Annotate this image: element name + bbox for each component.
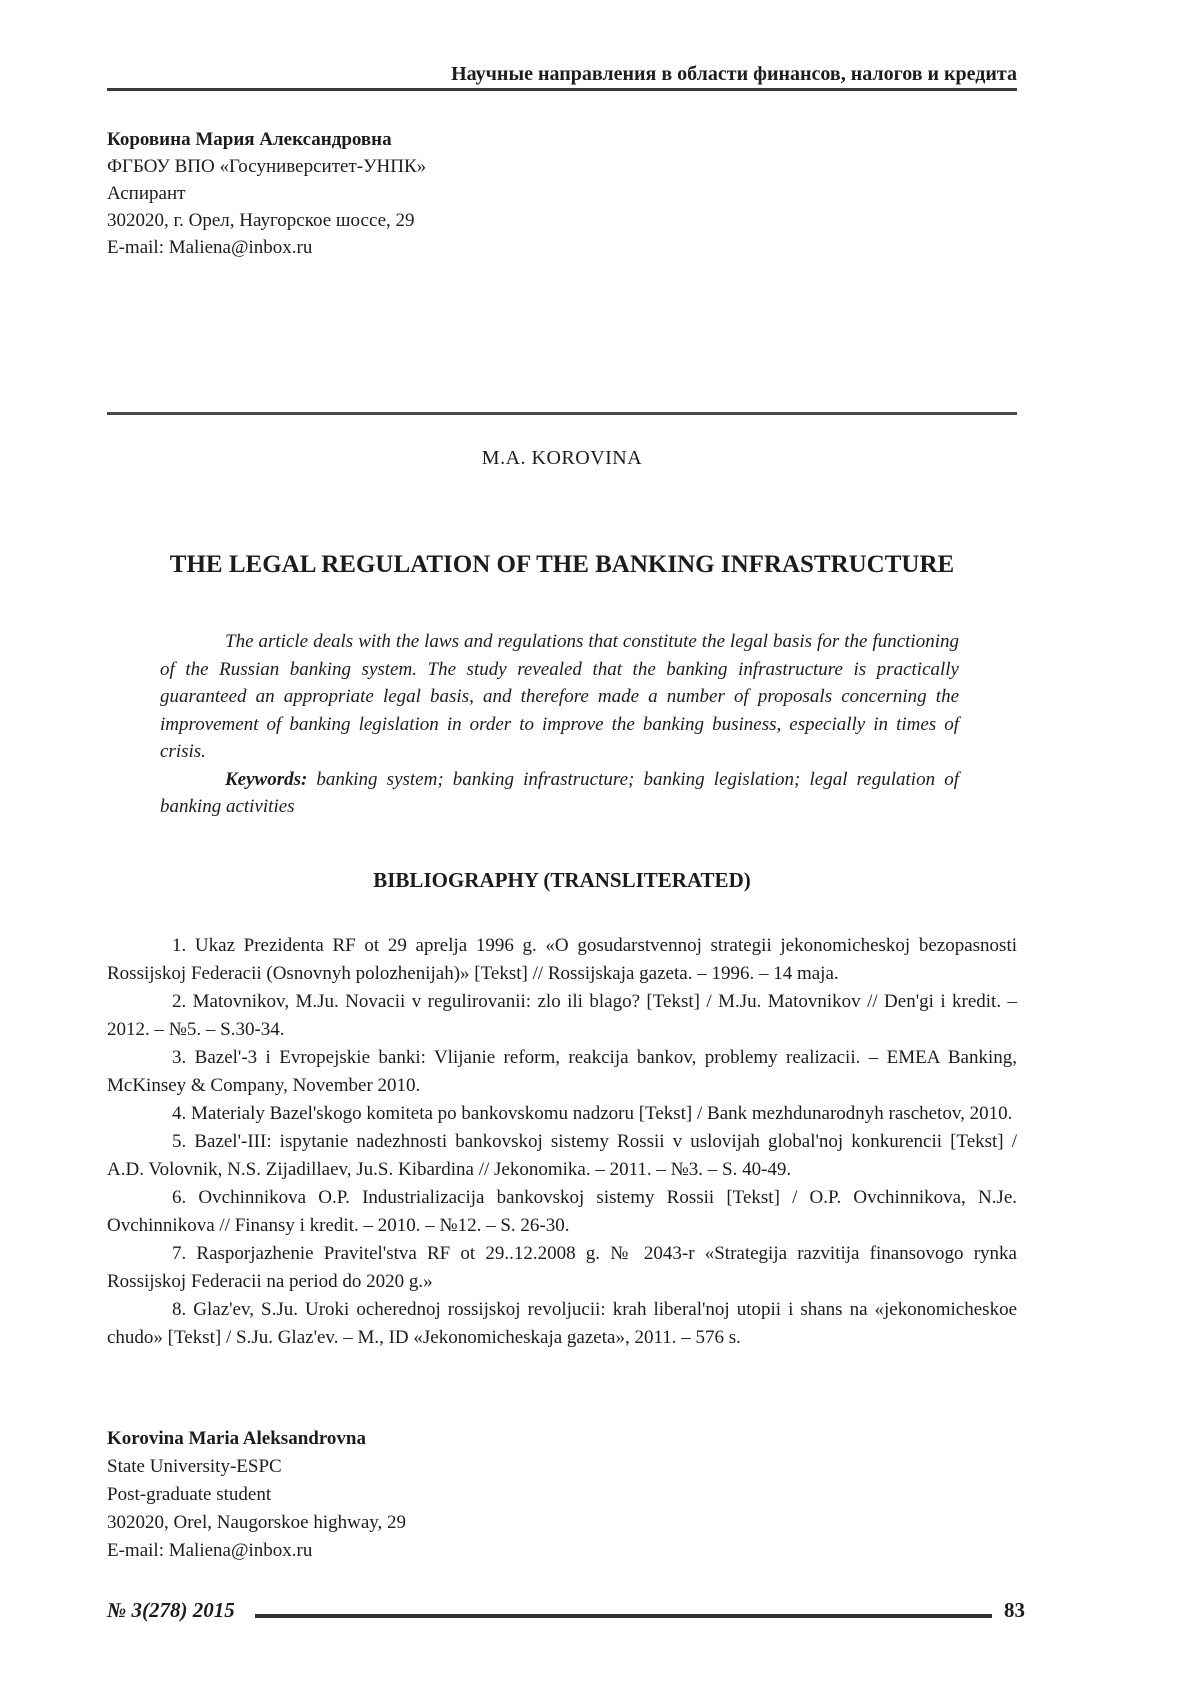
author-en-position: Post-graduate student: [107, 1483, 272, 1505]
bibliography-item-2: 2. Matovnikov, M.Ju. Novacii v regulirovanii: zlo ili blago? [Tekst] / M.Ju. Matovnikov // Den'gi i kredit. – 2012. – №5. – S.30-34.: [107, 990, 1017, 1040]
bibliography-item-1: 1. Ukaz Prezidenta RF ot 29 aprelja 1996 g. «O gosudarstvennoj strategii jekonomicheskoj bezopasnosti Rossijskoj Federacii (Osnovnyh polozhenijah)» [Tekst] // Rossijskaja gazeta. – 1996. – 14 maja.: [107, 934, 1017, 984]
author-ru-affiliation: ФГБОУ ВПО «Госуниверситет-УНПК»: [107, 156, 427, 177]
author-ru-position: Аспирант: [107, 183, 186, 204]
keywords-label: Keywords:: [225, 768, 308, 790]
bibliography-item-7: 7. Rasporjazhenie Pravitel'stva RF ot 29..12.2008 g. № 2043-r «Strategija razvitija finansovogo rynka Rossijskoj Federacii na period do 2020 g.»: [107, 1242, 1017, 1292]
author-en-name: Korovina Maria Aleksandrovna: [107, 1427, 366, 1449]
keywords-text: banking system; banking infrastructure; banking legislation; legal regulation of banking activities: [160, 768, 959, 817]
author-ru-name: Коровина Мария Александровна: [107, 129, 392, 150]
abstract-section: [160, 628, 959, 821]
running-header-title: Научные направления в области финансов, налогов и кредита: [451, 63, 1017, 85]
bibliography-heading: BIBLIOGRAPHY (TRANSLITERATED): [373, 867, 751, 892]
author-en-email: E-mail: Maliena@inbox.ru: [107, 1539, 313, 1561]
author-ru-address: 302020, г. Орел, Наугорское шоссе, 29: [107, 210, 415, 231]
keywords-paragraph: [160, 766, 959, 821]
abstract-text: The article deals with the laws and regulations that constitute the legal basis for the functioning of the Russian banking system. The study revealed that the banking infrastructure is practically guaranteed an appropriate legal basis, and therefore made a number of proposals concerning the improvement of banking legislation in order to improve the banking business, especially in times of crisis.: [160, 631, 959, 762]
author-en-affiliation: State University-ESPC: [107, 1455, 282, 1477]
header-rule: [107, 88, 1017, 91]
author-en-address: 302020, Orel, Naugorskoe highway, 29: [107, 1511, 407, 1533]
bibliography-item-8: 8. Glaz'ev, S.Ju. Uroki ocherednoj rossijskoj revoljucii: krah liberal'noj utopii i shans na «jekonomicheskoe chudo» [Tekst] / S.Ju. Glaz'ev. – M., ID «Jekonomicheskaja gazeta», 2011. – 576 s.: [107, 1298, 1017, 1348]
author-block-english: [107, 1425, 1017, 1565]
article-title: THE LEGAL REGULATION OF THE BANKING INFRASTRUCTURE: [169, 551, 955, 578]
bibliography-list: [107, 932, 1017, 1352]
page-footer: [107, 1597, 1025, 1623]
author-ru-email: E-mail: Maliena@inbox.ru: [107, 237, 313, 258]
bibliography-item-5: 5. Bazel'-III: ispytanie nadezhnosti bankovskoj sistemy Rossii v uslovijah global'noj konkurencii [Tekst] / A.D. Volovnik, N.S. Zijadillaev, Ju.S. Kibardina // Jekonomika. – 2011. – №3. – S. 40-49.: [107, 1130, 1017, 1180]
footer-issue-label: № 3(278) 2015: [107, 1598, 235, 1622]
running-header: [107, 0, 1017, 91]
section-divider-rule: [107, 412, 1017, 415]
author-block-russian: [107, 126, 1017, 261]
bibliography-item-3: 3. Bazel'-3 i Evropejskie banki: Vlijanie reform, reakcija bankov, problemy realizacii. – EMEA Banking, McKinsey & Company, November 2010.: [107, 1046, 1017, 1096]
footer-page-number: 83: [1004, 1598, 1025, 1622]
bibliography-item-4: 4. Materialy Bazel'skogo komiteta po bankovskomu nadzoru [Tekst] / Bank mezhdunarodnyh raschetov, 2010.: [172, 1102, 1013, 1124]
article-author-line: M.A. KOROVINA: [481, 447, 643, 469]
bibliography-item-6: 6. Ovchinnikova O.P. Industrializacija bankovskoj sistemy Rossii [Tekst] / O.P. Ovchinnikova, N.Je. Ovchinnikova // Finansy i kredit. – 2010. – №12. – S. 26-30.: [107, 1186, 1017, 1236]
footer-rule: [255, 1597, 992, 1618]
